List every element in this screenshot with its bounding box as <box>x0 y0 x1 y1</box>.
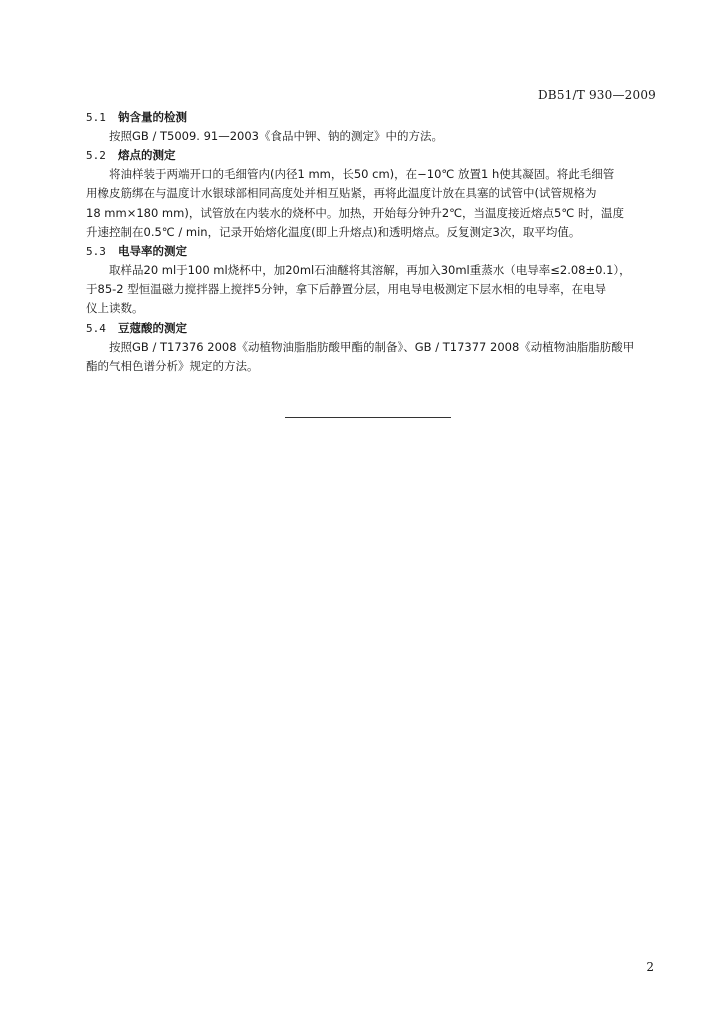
section-title: 电导率的测定 <box>118 244 187 259</box>
paragraph-line: 18 mm×180 mm)，试管放在内装水的烧杯中。加热，开始每分钟升2℃，当温度接近熔点5℃ 时，温度 <box>86 205 624 220</box>
section-heading-5-1 <box>86 108 658 127</box>
section-title: 钠含量的检测 <box>118 110 187 124</box>
document-body <box>86 108 658 376</box>
paragraph-line: 按照GB / T17376 2008《动植物油脂脂肪酸甲酯的制备》、GB / T17377 2008《动植物油脂脂肪酸甲 <box>109 339 635 354</box>
paragraph-line: 用橡皮筋绑在与温度计水银球部相同高度处并相互贴紧，再将此温度计放在具塞的试管中(试管规格为 <box>86 186 597 201</box>
section-heading-5-4 <box>86 319 658 338</box>
paragraph-line: 仪上读数。 <box>86 301 144 316</box>
section-title: 熔点的测定 <box>118 148 176 163</box>
section-paragraph <box>86 261 658 319</box>
paragraph-line: 酯的气相色谱分析》规定的方法。 <box>86 358 259 373</box>
standard-code: DB51/T 930—2009 <box>537 88 656 102</box>
paragraph-line: 于85-2 型恒温磁力搅拌器上搅拌5分钟，拿下后静置分层，用电导电极测定下层水相的电导率，在电导 <box>86 282 607 297</box>
section-paragraph <box>86 127 658 146</box>
paragraph-line: 按照GB / T5009. 91—2003《食品中钾、钠的测定》中的方法。 <box>109 129 443 143</box>
section-heading-5-2 <box>86 146 658 165</box>
section-heading-5-3 <box>86 242 658 261</box>
section-number: 5.2 <box>86 149 106 163</box>
section-number: 5.4 <box>86 321 106 335</box>
section-paragraph <box>86 338 658 376</box>
section-number: 5.1 <box>86 111 106 124</box>
section-title: 豆蔻酸的测定 <box>118 320 187 335</box>
paragraph-line: 升速控制在0.5℃ / min，记录开始熔化温度(即上升熔点)和透明熔点。反复测定3次，取平均值。 <box>86 224 581 239</box>
paragraph-line: 将油样装于两端开口的毛细管内(内径1 mm，长50 cm)，在−10℃ 放置1 h使其凝固。将此毛细管 <box>109 167 615 182</box>
end-divider <box>285 417 451 418</box>
section-paragraph <box>86 165 658 242</box>
page-number: 2 <box>646 960 654 974</box>
paragraph-line: 取样品20 ml于100 ml烧杯中，加20ml石油醚将其溶解，再加入30ml重蒸水（电导率≤2.08±0.1）， <box>109 263 631 278</box>
section-number: 5.3 <box>86 245 106 259</box>
